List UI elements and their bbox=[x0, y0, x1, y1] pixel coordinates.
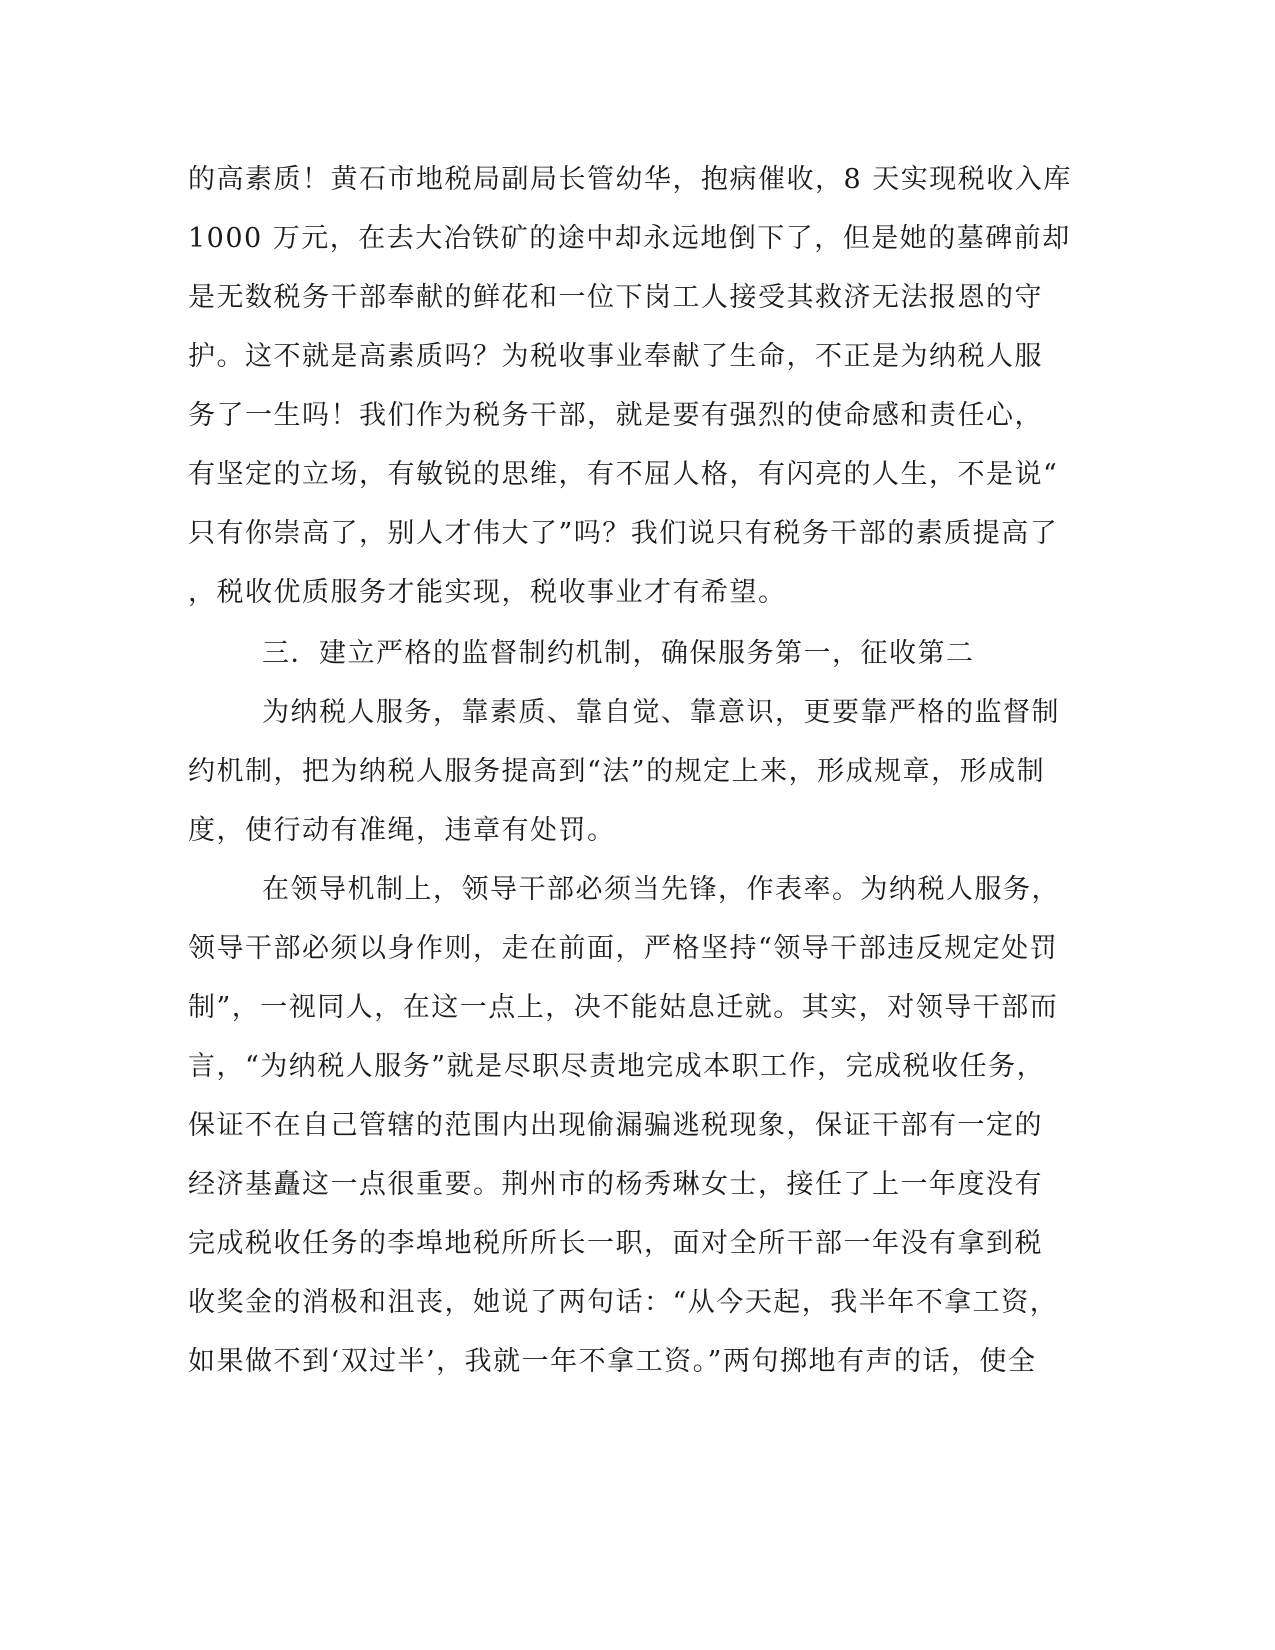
text-line: 为纳税人服务，靠素质、靠自觉、靠意识，更要靠严格的监督制 bbox=[262, 697, 1060, 728]
text-line: 保证不在自己管辖的范围内出现偷漏骗逃税现象，保证干部有一定的 bbox=[188, 1110, 1043, 1141]
text-line: 1000 万元，在去大冶铁矿的途中却永远地倒下了，但是她的墓碑前却 bbox=[188, 223, 1071, 254]
text-line: 制”，一视同人，在这一点上，决不能姑息迁就。其实，对领导干部而 bbox=[188, 992, 1059, 1023]
text-line: 护。这不就是高素质吗？为税收事业奉献了生命，不正是为纳税人服 bbox=[188, 341, 1043, 372]
text-line: 只有你崇高了，别人才伟大了”吗？我们说只有税务干部的素质提高了 bbox=[188, 518, 1059, 549]
text-line: 度，使行动有准绳，违章有处罚。 bbox=[188, 815, 616, 846]
text-line: 经济基矗这一点很重要。荆州市的杨秀琳女士，接任了上一年度没有 bbox=[188, 1169, 1043, 1200]
text-line: ，税收优质服务才能实现，税收事业才有希望。 bbox=[188, 577, 787, 608]
text-line: 言，“为纳税人服务”就是尽职尽责地完成本职工作，完成税收任务， bbox=[188, 1051, 1046, 1082]
text-line: 的高素质！黄石市地税局副局长管幼华，抱病催收，8 天实现税收入库 bbox=[188, 164, 1072, 195]
text-line: 如果做不到‘双过半’，我就一年不拿工资。”两句掷地有声的话，使全 bbox=[188, 1346, 1037, 1377]
text-line: 在领导机制上，领导干部必须当先锋，作表率。为纳税人服务， bbox=[262, 874, 1060, 905]
text-line: 有坚定的立场，有敏锐的思维，有不屈人格，有闪亮的人生，不是说“ bbox=[188, 459, 1059, 490]
text-line: 收奖金的消极和沮丧，她说了两句话：“从今天起，我半年不拿工资， bbox=[188, 1287, 1059, 1318]
text-line: 完成税收任务的李埠地税所所长一职，面对全所干部一年没有拿到税 bbox=[188, 1228, 1043, 1259]
text-line: 务了一生吗！我们作为税务干部，就是要有强烈的使命感和责任心， bbox=[188, 400, 1043, 431]
text-line: 领导干部必须以身作则，走在前面，严格坚持“领导干部违反规定处罚 bbox=[188, 933, 1059, 964]
text-line: 是无数税务干部奉献的鲜花和一位下岗工人接受其救济无法报恩的守 bbox=[188, 282, 1043, 313]
section-heading: 三．建立严格的监督制约机制，确保服务第一，征收第二 bbox=[262, 638, 975, 669]
text-line: 约机制，把为纳税人服务提高到“法”的规定上来，形成规章，形成制 bbox=[188, 756, 1046, 787]
